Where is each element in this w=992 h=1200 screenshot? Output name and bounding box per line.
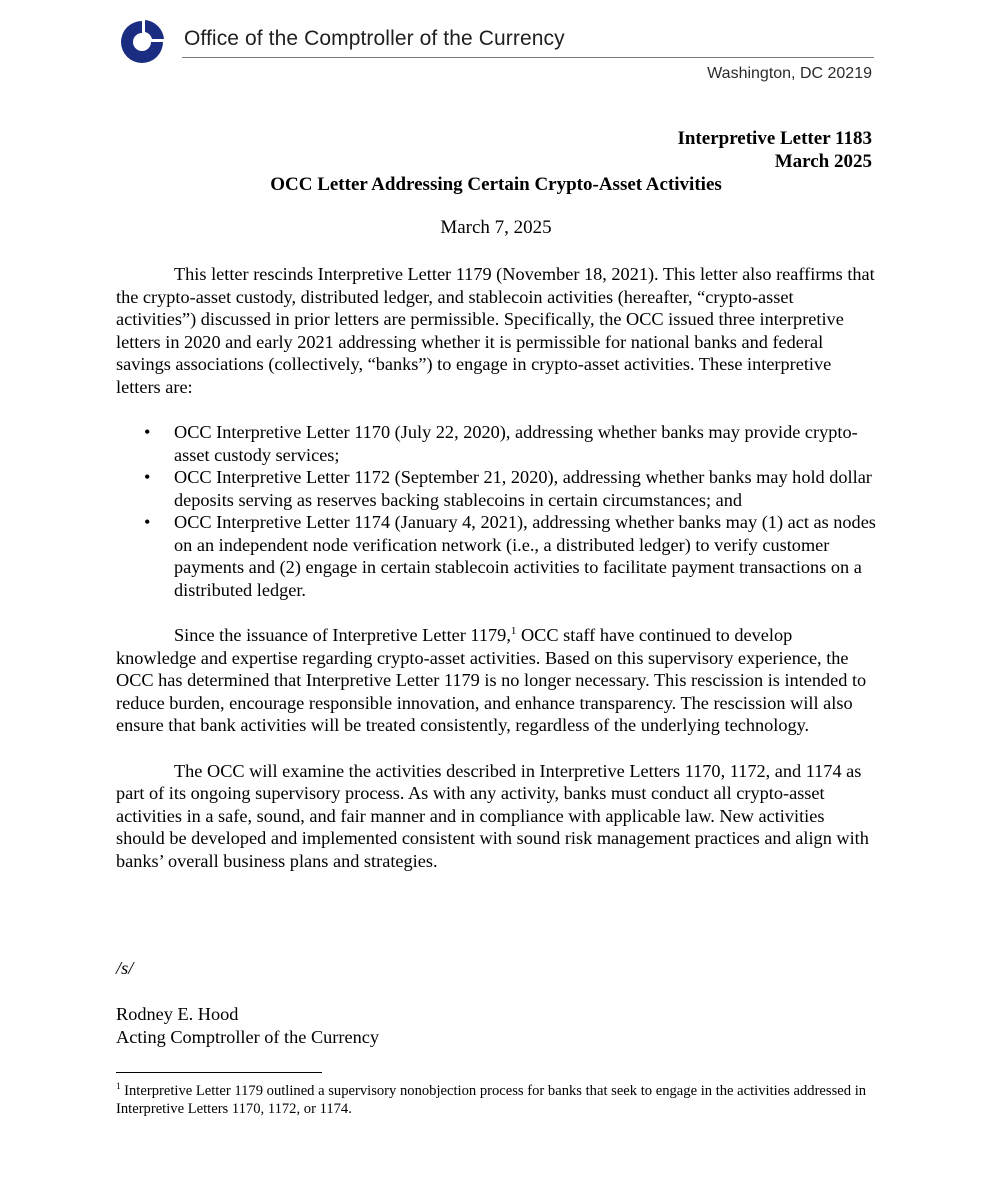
footnote-text: Interpretive Letter 1179 outlined a supervisory nonobjection process for banks that seek to engage in the activities addressed in Interpretive Letters 1170, 1172, or 1174.	[116, 1083, 867, 1117]
letterhead-divider	[182, 57, 874, 58]
list-item	[116, 511, 876, 601]
signatory-name: Rodney E. Hood	[116, 1004, 239, 1024]
footnote-divider	[116, 1072, 322, 1073]
footnote	[116, 1082, 876, 1118]
letter-number: Interpretive Letter 1183	[677, 128, 872, 149]
list-item	[116, 421, 876, 466]
agency-name: Office of the Comptroller of the Currency	[184, 27, 565, 50]
list-item	[116, 466, 876, 511]
footnote-reference[interactable]: 1	[510, 624, 517, 637]
paragraph-2	[116, 624, 876, 737]
paragraph-2-rest: OCC staff have continued to develop knowledge and expertise regarding crypto-asset activities. Based on this supervisory experience, the OCC has determined that Interpretive Letter 1179 is no longer necessary. This rescission is intended to reduce burden, encourage responsible innovation, and enhance transparency. The rescission will also ensure that bank activities will be treated consistently, regardless of the underlying technology.	[116, 625, 867, 735]
bullet-icon: •	[144, 467, 151, 487]
occ-logo-icon	[112, 12, 172, 72]
list-item-text: OCC Interpretive Letter 1174 (January 4, 2021), addressing whether banks may (1) act as nodes on an independent node verification network (i.e., a distributed ledger) to verify customer payments and (2) engage in certain stablecoin activities to facilitate payment transactions on a distributed ledger.	[174, 512, 876, 600]
bullet-icon: •	[144, 512, 151, 532]
signatory-title: Acting Comptroller of the Currency	[116, 1027, 379, 1047]
footnote-number: 1	[116, 1081, 121, 1092]
city-address: Washington, DC 20219	[707, 65, 872, 82]
bullet-icon: •	[144, 422, 151, 442]
letter-month: March 2025	[774, 151, 872, 172]
letter-date: March 7, 2025	[440, 217, 552, 238]
letter-title: OCC Letter Addressing Certain Crypto-Asset Activities	[270, 174, 722, 195]
letter-body	[116, 263, 876, 895]
paragraph-3: The OCC will examine the activities described in Interpretive Letters 1170, 1172, and 1174 as part of its ongoing supervisory process. As with any activity, banks must conduct all crypto-asset activities in a safe, sound, and fair manner and in compliance with applicable law. New activities should be developed and implemented consistent with sound risk management practices and align with banks’ overall business plans and strategies.	[116, 760, 869, 871]
signature-mark: /s/	[116, 958, 134, 978]
paragraph-2-start: Since the issuance of Interpretive Letter 1179,	[174, 625, 511, 645]
list-item-text: OCC Interpretive Letter 1170 (July 22, 2020), addressing whether banks may provide crypto-asset custody services;	[174, 422, 858, 465]
paragraph-1: This letter rescinds Interpretive Letter 1179 (November 18, 2021). This letter also reaffirms that the crypto-asset custody, distributed ledger, and stablecoin activities (hereafter, “crypto-asset activities”) discussed in prior letters are permissible. Specifically, the OCC issued three interpretive letters in 2020 and early 2021 addressing whether it is permissible for national banks and federal savings associations (collectively, “banks”) to engage in crypto-asset activities. These interpretive letters are:	[116, 264, 875, 397]
list-item-text: OCC Interpretive Letter 1172 (September 21, 2020), addressing whether banks may hold dollar deposits serving as reserves backing stablecoins in certain circumstances; and	[174, 467, 872, 510]
interpretive-letters-list	[116, 421, 876, 601]
